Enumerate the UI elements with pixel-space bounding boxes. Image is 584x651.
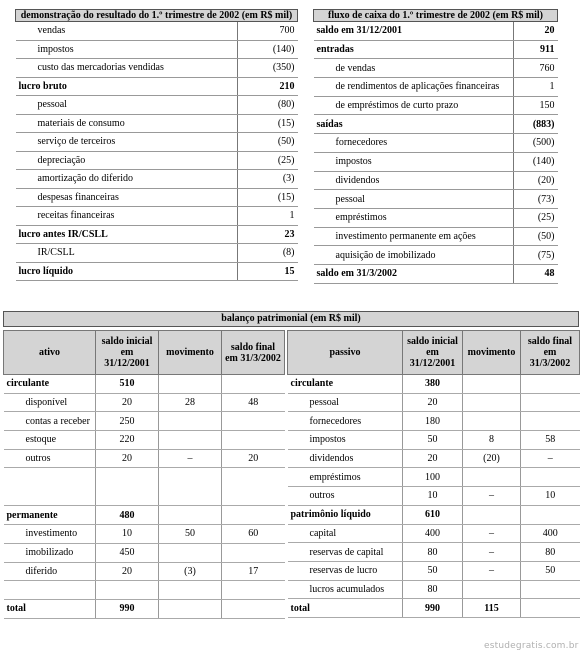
- fc-row-label: aquisição de imobilizado: [314, 246, 514, 265]
- dre-row: [16, 207, 298, 226]
- dre-row: [16, 59, 298, 78]
- assets-body: [4, 375, 285, 619]
- passivo-row-label: reservas de capital: [288, 543, 403, 562]
- ativo-header-3: saldo final em 31/3/2002: [222, 331, 285, 375]
- passivo-row-initial: 80: [403, 580, 463, 599]
- passivo-row-label: impostos: [288, 431, 403, 450]
- passivo-row-initial: 990: [403, 599, 463, 618]
- fc-row: [314, 227, 558, 246]
- passivo-row-label: patrimônio líquido: [288, 505, 403, 524]
- passivo-header-1: saldo inicial em 31/12/2001: [403, 331, 463, 375]
- passivo-row-label: pessoal: [288, 393, 403, 412]
- fc-row-label: saldo em 31/12/2001: [314, 22, 514, 41]
- passivo-row-initial: 380: [403, 375, 463, 394]
- fc-row-label: pessoal: [314, 190, 514, 209]
- dre-row-label: custo das mercadorias vendidas: [16, 59, 238, 78]
- passivo-row-movement: [463, 393, 521, 412]
- fc-row-value: (50): [514, 227, 558, 246]
- liabilities-header-row: [288, 331, 580, 375]
- ativo-row-movement: [159, 506, 222, 525]
- ativo-row-final: 48: [222, 393, 285, 412]
- ativo-row-movement: 28: [159, 393, 222, 412]
- passivo-row-final: [521, 468, 580, 487]
- ativo-row-initial: 20: [96, 562, 159, 581]
- passivo-row-label: fornecedores: [288, 412, 403, 431]
- passivo-row-final: 10: [521, 487, 580, 506]
- passivo-row-final: –: [521, 449, 580, 468]
- fc-row-value: (20): [514, 171, 558, 190]
- assets-header-row: [4, 331, 285, 375]
- fc-row-label: investimento permanente em ações: [314, 227, 514, 246]
- passivo-row-movement: –: [463, 561, 521, 580]
- passivo-row-movement: [463, 468, 521, 487]
- fc-row-label: de rendimentos de aplicações financeiras: [314, 78, 514, 97]
- dre-row-label: lucro líquido: [16, 262, 238, 281]
- balance-sheet-title: balanço patrimonial (em R$ mil): [3, 311, 579, 327]
- ativo-row-initial: 450: [96, 543, 159, 562]
- dre-row-value: (15): [238, 114, 298, 133]
- dre-row-value: (140): [238, 40, 298, 59]
- dre-row: [16, 96, 298, 115]
- ativo-row-label: imobilizado: [4, 543, 96, 562]
- dre-row-label: receitas financeiras: [16, 207, 238, 226]
- ativo-row-initial: 480: [96, 506, 159, 525]
- dre-row: [16, 77, 298, 96]
- fc-row: [314, 134, 558, 153]
- dre-row-label: lucro antes IR/CSLL: [16, 225, 238, 244]
- fc-row-value: 760: [514, 59, 558, 78]
- fc-row-label: de vendas: [314, 59, 514, 78]
- dre-row-value: (8): [238, 244, 298, 263]
- ativo-row-final: [222, 506, 285, 525]
- ativo-row-movement: [159, 581, 222, 600]
- passivo-row-label: outros: [288, 487, 403, 506]
- dre-row-value: (3): [238, 170, 298, 189]
- income-statement-title: demonstração do resultado do 1.º trimestre de 2002 (em R$ mil): [16, 10, 298, 22]
- passivo-row: [288, 468, 580, 487]
- dre-row: [16, 151, 298, 170]
- ativo-row-initial: 250: [96, 412, 159, 431]
- ativo-row-movement: –: [159, 449, 222, 468]
- fc-row-label: saídas: [314, 115, 514, 134]
- passivo-row-final: 58: [521, 431, 580, 450]
- ativo-row-label: contas a receber: [4, 412, 96, 431]
- ativo-row-label: circulante: [4, 375, 96, 394]
- dre-row: [16, 114, 298, 133]
- passivo-row: [288, 449, 580, 468]
- passivo-row: [288, 487, 580, 506]
- ativo-row: [4, 449, 285, 468]
- ativo-row-label: investimento: [4, 525, 96, 544]
- dre-row-value: (80): [238, 96, 298, 115]
- passivo-row: [288, 580, 580, 599]
- fc-row-label: saldo em 31/3/2002: [314, 264, 514, 283]
- passivo-row-movement: [463, 412, 521, 431]
- passivo-row-movement: –: [463, 487, 521, 506]
- ativo-header-1: saldo inicial em 31/12/2001: [96, 331, 159, 375]
- fc-row: [314, 152, 558, 171]
- ativo-row-final: [222, 431, 285, 450]
- passivo-row-label: reservas de lucro: [288, 561, 403, 580]
- ativo-row-label: outros: [4, 449, 96, 468]
- ativo-row-initial: 10: [96, 525, 159, 544]
- passivo-row-movement: [463, 375, 521, 394]
- dre-row-label: impostos: [16, 40, 238, 59]
- ativo-row-movement: [159, 431, 222, 450]
- fc-row-value: (75): [514, 246, 558, 265]
- ativo-row-initial: 990: [96, 599, 159, 618]
- ativo-row-final: [222, 543, 285, 562]
- passivo-row-final: [521, 505, 580, 524]
- passivo-header-3: saldo final em 31/3/2002: [521, 331, 580, 375]
- fc-row-value: (500): [514, 134, 558, 153]
- dre-row-label: lucro bruto: [16, 77, 238, 96]
- ativo-row-initial: 20: [96, 393, 159, 412]
- passivo-row-initial: 20: [403, 393, 463, 412]
- ativo-row-movement: [159, 543, 222, 562]
- income-statement-table: [15, 9, 298, 281]
- passivo-row: [288, 599, 580, 618]
- passivo-row-movement: [463, 580, 521, 599]
- ativo-row-movement: [159, 468, 222, 506]
- dre-row-value: 1: [238, 207, 298, 226]
- passivo-row-movement: –: [463, 543, 521, 562]
- ativo-row-final: [222, 468, 285, 506]
- cash-flow-title: fluxo de caixa do 1.º trimestre de 2002 (em R$ mil): [314, 10, 558, 22]
- liabilities-body: [288, 375, 580, 618]
- passivo-row-final: [521, 412, 580, 431]
- ativo-row: [4, 581, 285, 600]
- liabilities-table: [287, 330, 580, 618]
- fc-row-value: 911: [514, 40, 558, 59]
- passivo-row-final: [521, 599, 580, 618]
- dre-row: [16, 225, 298, 244]
- passivo-row-label: lucros acumulados: [288, 580, 403, 599]
- fc-row-label: entradas: [314, 40, 514, 59]
- ativo-row-movement: [159, 599, 222, 618]
- fc-row-value: 1: [514, 78, 558, 97]
- fc-row: [314, 208, 558, 227]
- dre-row: [16, 40, 298, 59]
- passivo-row-initial: 50: [403, 431, 463, 450]
- passivo-row-final: 50: [521, 561, 580, 580]
- fc-row-value: (883): [514, 115, 558, 134]
- ativo-row-final: [222, 581, 285, 600]
- passivo-row-initial: 80: [403, 543, 463, 562]
- ativo-row-movement: 50: [159, 525, 222, 544]
- ativo-row-label: diferido: [4, 562, 96, 581]
- passivo-row-label: dividendos: [288, 449, 403, 468]
- ativo-row: [4, 506, 285, 525]
- ativo-row: [4, 412, 285, 431]
- passivo-row-final: [521, 393, 580, 412]
- ativo-row-label: [4, 468, 96, 506]
- dre-row-value: (15): [238, 188, 298, 207]
- fc-row: [314, 59, 558, 78]
- ativo-row-final: [222, 375, 285, 394]
- passivo-row-label: empréstimos: [288, 468, 403, 487]
- ativo-row-final: [222, 412, 285, 431]
- ativo-row-label: total: [4, 599, 96, 618]
- cash-flow-body: [314, 22, 558, 284]
- ativo-row-label: permanente: [4, 506, 96, 525]
- passivo-header-2: movimento: [463, 331, 521, 375]
- dre-row-value: (350): [238, 59, 298, 78]
- passivo-row-label: capital: [288, 524, 403, 543]
- ativo-header-0: ativo: [4, 331, 96, 375]
- dre-row: [16, 170, 298, 189]
- ativo-row: [4, 375, 285, 394]
- dre-row-value: (25): [238, 151, 298, 170]
- dre-row: [16, 262, 298, 281]
- fc-row-label: dividendos: [314, 171, 514, 190]
- ativo-row-initial: 20: [96, 449, 159, 468]
- cash-flow-table: [313, 9, 558, 284]
- passivo-row: [288, 412, 580, 431]
- fc-row-value: (73): [514, 190, 558, 209]
- dre-row-label: vendas: [16, 22, 238, 41]
- fc-row-label: impostos: [314, 152, 514, 171]
- passivo-row-initial: 20: [403, 449, 463, 468]
- passivo-row-label: total: [288, 599, 403, 618]
- ativo-row-label: estoque: [4, 431, 96, 450]
- passivo-row: [288, 524, 580, 543]
- dre-row-label: materiais de consumo: [16, 114, 238, 133]
- fc-row-value: 48: [514, 264, 558, 283]
- fc-row: [314, 115, 558, 134]
- passivo-row: [288, 505, 580, 524]
- dre-row-label: despesas financeiras: [16, 188, 238, 207]
- dre-row-value: (50): [238, 133, 298, 152]
- ativo-row-label: [4, 581, 96, 600]
- ativo-row-movement: (3): [159, 562, 222, 581]
- passivo-row-initial: 610: [403, 505, 463, 524]
- dre-row-label: depreciação: [16, 151, 238, 170]
- dre-row-label: amortização do diferido: [16, 170, 238, 189]
- fc-row: [314, 22, 558, 41]
- fc-row: [314, 264, 558, 283]
- ativo-row-initial: 510: [96, 375, 159, 394]
- fc-row-label: fornecedores: [314, 134, 514, 153]
- passivo-row: [288, 393, 580, 412]
- ativo-row: [4, 468, 285, 506]
- passivo-row-movement: [463, 505, 521, 524]
- passivo-row-initial: 50: [403, 561, 463, 580]
- ativo-row-final: [222, 599, 285, 618]
- fc-row-value: 20: [514, 22, 558, 41]
- ativo-row-label: disponível: [4, 393, 96, 412]
- ativo-row: [4, 599, 285, 618]
- passivo-row-final: [521, 580, 580, 599]
- fc-row: [314, 246, 558, 265]
- dre-row: [16, 244, 298, 263]
- ativo-row-initial: [96, 581, 159, 600]
- assets-table: [3, 330, 285, 619]
- passivo-row-final: 400: [521, 524, 580, 543]
- dre-row-label: IR/CSLL: [16, 244, 238, 263]
- ativo-row-initial: 220: [96, 431, 159, 450]
- fc-row-value: (25): [514, 208, 558, 227]
- ativo-row-final: 60: [222, 525, 285, 544]
- ativo-row-final: 20: [222, 449, 285, 468]
- ativo-row-movement: [159, 412, 222, 431]
- passivo-row-movement: –: [463, 524, 521, 543]
- passivo-row-final: 80: [521, 543, 580, 562]
- passivo-row-movement: 8: [463, 431, 521, 450]
- fc-row: [314, 96, 558, 115]
- ativo-row: [4, 525, 285, 544]
- fc-row-label: de empréstimos de curto prazo: [314, 96, 514, 115]
- passivo-row-initial: 400: [403, 524, 463, 543]
- fc-row: [314, 190, 558, 209]
- ativo-row-initial: [96, 468, 159, 506]
- dre-row-value: 15: [238, 262, 298, 281]
- passivo-row: [288, 543, 580, 562]
- passivo-row-movement: 115: [463, 599, 521, 618]
- ativo-header-2: movimento: [159, 331, 222, 375]
- dre-row-value: 210: [238, 77, 298, 96]
- fc-row-value: (140): [514, 152, 558, 171]
- fc-row: [314, 171, 558, 190]
- dre-row: [16, 188, 298, 207]
- passivo-header-0: passivo: [288, 331, 403, 375]
- passivo-row-final: [521, 375, 580, 394]
- dre-row-label: serviço de terceiros: [16, 133, 238, 152]
- passivo-row: [288, 431, 580, 450]
- passivo-row-label: circulante: [288, 375, 403, 394]
- dre-row: [16, 22, 298, 41]
- fc-row-value: 150: [514, 96, 558, 115]
- passivo-row: [288, 375, 580, 394]
- ativo-row: [4, 543, 285, 562]
- ativo-row-final: 17: [222, 562, 285, 581]
- passivo-row-initial: 180: [403, 412, 463, 431]
- passivo-row: [288, 561, 580, 580]
- ativo-row-movement: [159, 375, 222, 394]
- watermark: estudegratis.com.br: [484, 641, 579, 651]
- income-statement-body: [16, 22, 298, 281]
- ativo-row: [4, 562, 285, 581]
- passivo-row-movement: (20): [463, 449, 521, 468]
- dre-row-value: 700: [238, 22, 298, 41]
- ativo-row: [4, 431, 285, 450]
- fc-row: [314, 78, 558, 97]
- passivo-row-initial: 100: [403, 468, 463, 487]
- dre-row-value: 23: [238, 225, 298, 244]
- dre-row: [16, 133, 298, 152]
- fc-row: [314, 40, 558, 59]
- ativo-row: [4, 393, 285, 412]
- dre-row-label: pessoal: [16, 96, 238, 115]
- passivo-row-initial: 10: [403, 487, 463, 506]
- fc-row-label: empréstimos: [314, 208, 514, 227]
